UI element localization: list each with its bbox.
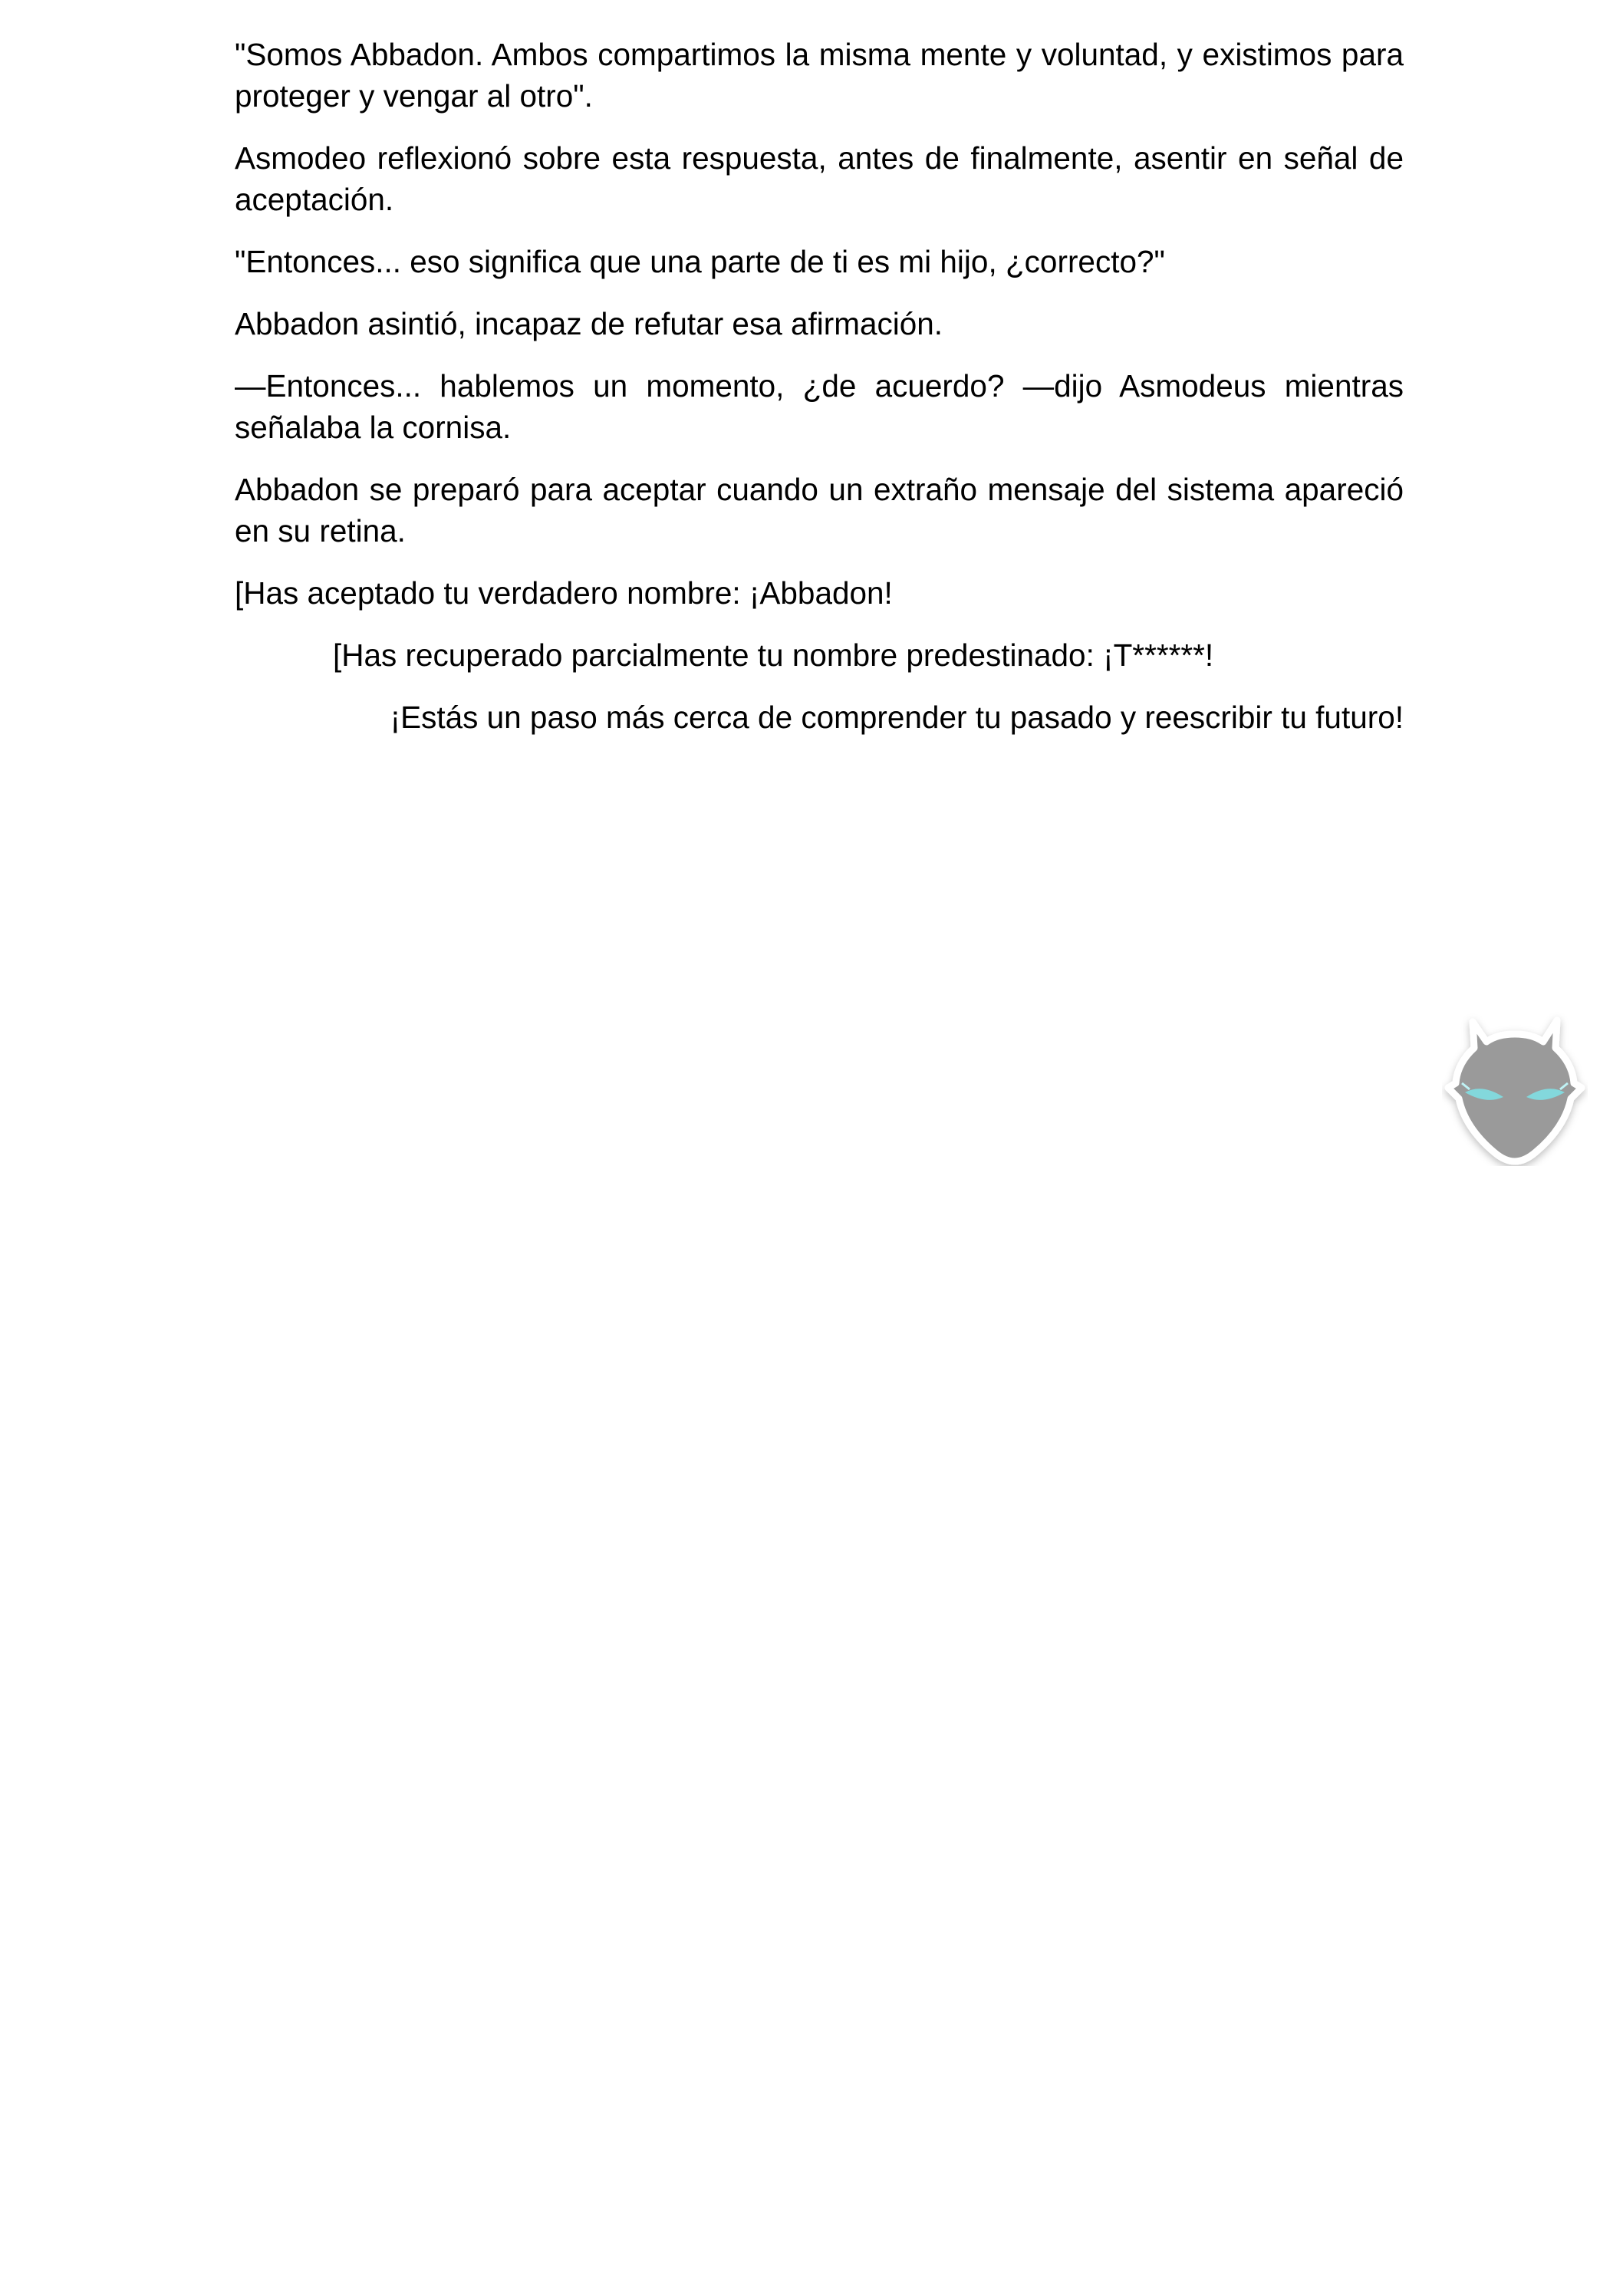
paragraph-5: —Entonces... hablemos un momento, ¿de acuerdo? —dijo Asmodeus mientras señalaba la cornisa. [235, 368, 1404, 445]
paragraph-1: "Somos Abbadon. Ambos compartimos la misma mente y voluntad, y existimos para proteger y vengar al otro". [235, 37, 1404, 114]
text-body [235, 34, 1404, 759]
demon-head-icon [1442, 997, 1588, 1166]
system-message-1: [Has aceptado tu verdadero nombre: ¡Abbadon! [235, 575, 893, 611]
system-message-3: ¡Estás un paso más cerca de comprender tu pasado y reescribir tu futuro! [390, 700, 1404, 735]
paragraph-3: "Entonces... eso significa que una parte de ti es mi hijo, ¿correcto?" [235, 244, 1165, 279]
system-message-2: [Has recuperado parcialmente tu nombre predestinado: ¡T******! [333, 637, 1214, 673]
paragraph-6: Abbadon se preparó para aceptar cuando un extraño mensaje del sistema apareció en su retina. [235, 472, 1404, 548]
paragraph-4: Abbadon asintió, incapaz de refutar esa afirmación. [235, 306, 943, 341]
paragraph-2: Asmodeo reflexionó sobre esta respuesta, antes de finalmente, asentir en señal de aceptación. [235, 140, 1404, 217]
